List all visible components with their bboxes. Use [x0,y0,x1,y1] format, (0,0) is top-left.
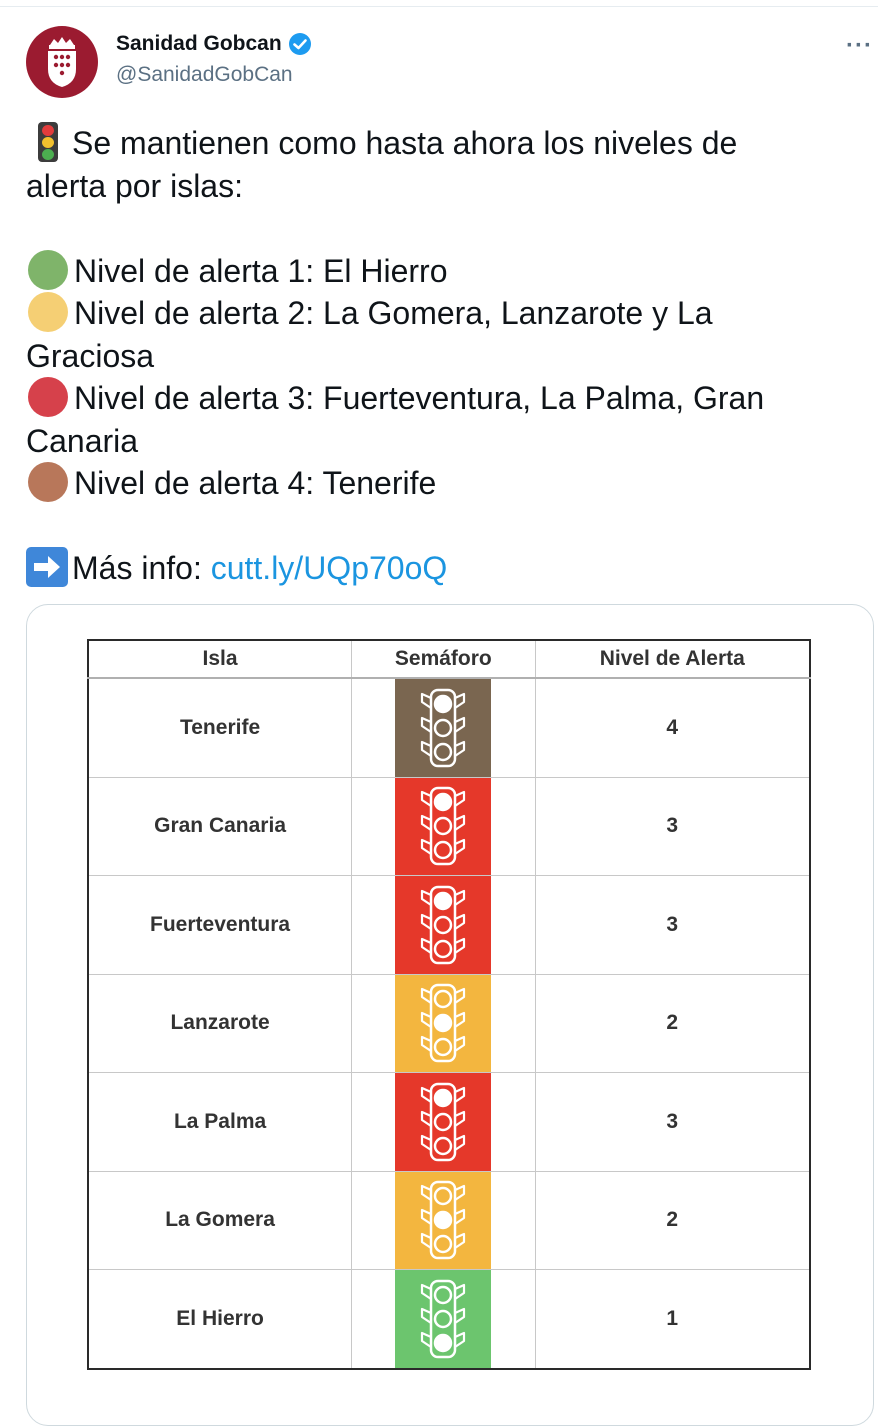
cell-isla: El Hierro [88,1270,352,1369]
level-2-line-cont: Graciosa [26,337,155,374]
traffic-light-icon [419,784,467,868]
semaforo-swatch [395,778,491,876]
display-name[interactable]: Sanidad Gobcan [116,32,282,55]
media-card[interactable] [26,604,874,1426]
tweet-text [26,122,866,590]
header-nivel: Nivel de Alerta [535,640,810,678]
table-row [88,1270,810,1369]
level-1-line: Nivel de alerta 1: El Hierro [26,250,866,293]
top-divider [0,6,878,7]
green-circle-icon [28,250,68,290]
cell-isla: Fuerteventura [88,876,352,975]
cell-semaforo [352,777,535,876]
more-info-line: Más info: cutt.ly/UQp70oQ [26,547,866,590]
more-options-icon[interactable]: ··· [846,32,873,59]
red-circle-icon [28,377,68,417]
intro-line-1: Se mantienen como hasta ahora los niveles de [26,122,866,165]
table-row [88,1171,810,1270]
level-3-line: Nivel de alerta 3: Fuerteventura, La Palma, Gran [26,377,866,420]
cell-isla: Lanzarote [88,974,352,1073]
avatar[interactable] [26,26,98,98]
cell-semaforo [352,876,535,975]
brown-circle-icon [28,462,68,502]
display-name-row[interactable] [116,32,312,56]
cell-isla: Gran Canaria [88,777,352,876]
info-link[interactable]: cutt.ly/UQp70oQ [210,550,448,586]
table-row [88,876,810,975]
cell-isla: La Gomera [88,1171,352,1270]
table-row [88,678,810,777]
cell-nivel: 3 [535,1073,810,1172]
traffic-light-icon [38,122,58,162]
level-4-line: Nivel de alerta 4: Tenerife [26,462,866,505]
semaforo-swatch [395,1073,491,1171]
cell-nivel: 3 [535,777,810,876]
cell-isla: Tenerife [88,678,352,777]
alert-level-table [87,639,811,1370]
cell-nivel: 4 [535,678,810,777]
right-arrow-icon [26,547,68,587]
cell-nivel: 2 [535,1171,810,1270]
semaforo-swatch [395,975,491,1073]
level-3-line-cont: Canaria [26,422,139,459]
traffic-light-icon [419,883,467,967]
semaforo-swatch [395,1172,491,1270]
traffic-light-icon [419,686,467,770]
cell-semaforo [352,974,535,1073]
table-row [88,1073,810,1172]
cell-nivel: 2 [535,974,810,1073]
traffic-light-icon [419,1178,467,1262]
user-handle[interactable]: @SanidadGobCan [116,63,293,86]
header-semaforo: Semáforo [352,640,535,678]
semaforo-swatch [395,679,491,777]
semaforo-swatch [395,876,491,974]
table-row [88,777,810,876]
traffic-light-icon [419,1080,467,1164]
header-isla: Isla [88,640,352,678]
cell-isla: La Palma [88,1073,352,1172]
yellow-circle-icon [28,292,68,332]
cell-semaforo [352,1073,535,1172]
cell-semaforo [352,678,535,777]
traffic-light-icon [419,1277,467,1361]
cell-nivel: 1 [535,1270,810,1369]
table-row [88,974,810,1073]
intro-line-2: alerta por islas: [26,167,243,204]
cell-semaforo [352,1171,535,1270]
traffic-light-icon [419,981,467,1065]
cell-semaforo [352,1270,535,1369]
coat-of-arms-icon [40,35,84,89]
cell-nivel: 3 [535,876,810,975]
semaforo-swatch [395,1270,491,1368]
level-2-line: Nivel de alerta 2: La Gomera, Lanzarote y La [26,292,866,335]
verified-badge-icon [288,32,312,56]
